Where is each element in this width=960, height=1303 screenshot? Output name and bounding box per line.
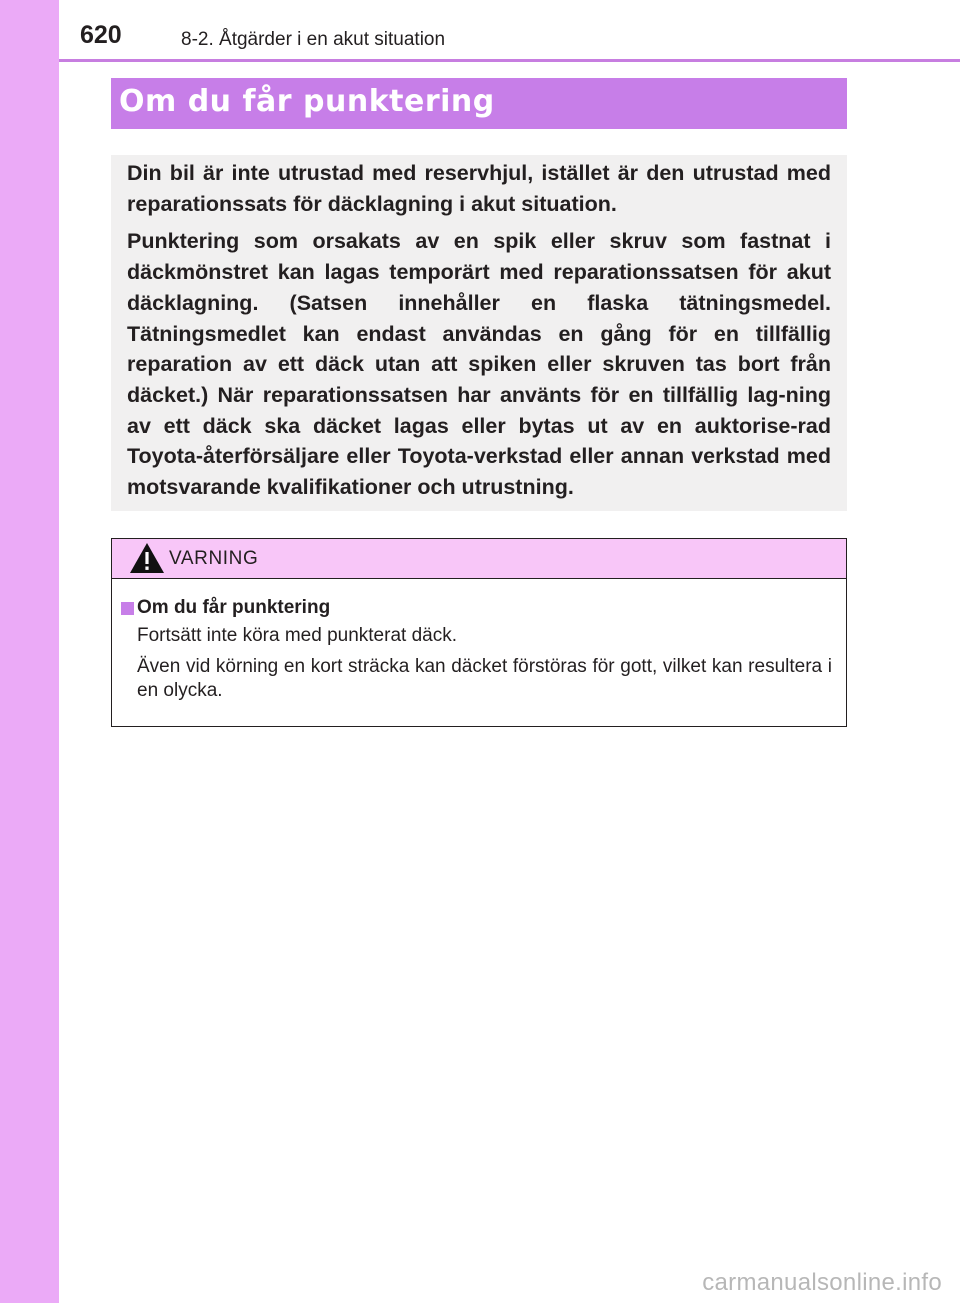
warning-body bbox=[112, 579, 846, 704]
warning-paragraph: Fortsätt inte köra med punkterat däck. bbox=[137, 625, 457, 646]
header-rule bbox=[59, 59, 960, 62]
warning-triangle-icon bbox=[129, 542, 165, 574]
page-number: 620 bbox=[80, 21, 122, 49]
bullet-square-icon bbox=[121, 602, 134, 615]
side-color-strip bbox=[0, 0, 59, 1303]
running-head: 8-2. Åtgärder i en akut situation bbox=[181, 29, 446, 50]
warning-heading bbox=[121, 596, 832, 620]
warning-header bbox=[112, 539, 846, 579]
warning-box bbox=[111, 538, 847, 727]
section-title: Om du får punktering bbox=[119, 84, 495, 119]
intro-paragraph: Din bil är inte utrustad med reservhjul, istället är den utrustad med reparationssats för däcklagning i akut situation. bbox=[127, 161, 831, 216]
warning-label: VARNING bbox=[169, 548, 259, 569]
warning-heading-text: Om du får punktering bbox=[137, 597, 331, 618]
warning-paragraph: Även vid körning en kort sträcka kan däcket förstöras för gott, vilket kan resultera i en olycka. bbox=[137, 655, 832, 701]
watermark: carmanualsonline.info bbox=[702, 1269, 942, 1296]
intro-paragraph: Punktering som orsakats av en spik eller skruv som fastnat i däckmönstret kan lagas temporärt med reparationssatsen för akut däcklagning. (Satsen innehåller en flaska tätningsmedel. Tätningsmedlet kan endast användas en gång för en tillfällig reparation av ett däck utan att spiken eller skruven tas bort från däcket.) När reparationssatsen har använts för en tillfällig lag-ning av ett däck ska däcket lagas eller bytas ut av en auktorise-rad Toyota-återförsäljare eller Toyota-verkstad eller annan verkstad med motsvarande kvalifikationer och utrustning. bbox=[127, 229, 831, 500]
section-title-bar bbox=[111, 78, 847, 129]
intro-box bbox=[111, 155, 847, 511]
